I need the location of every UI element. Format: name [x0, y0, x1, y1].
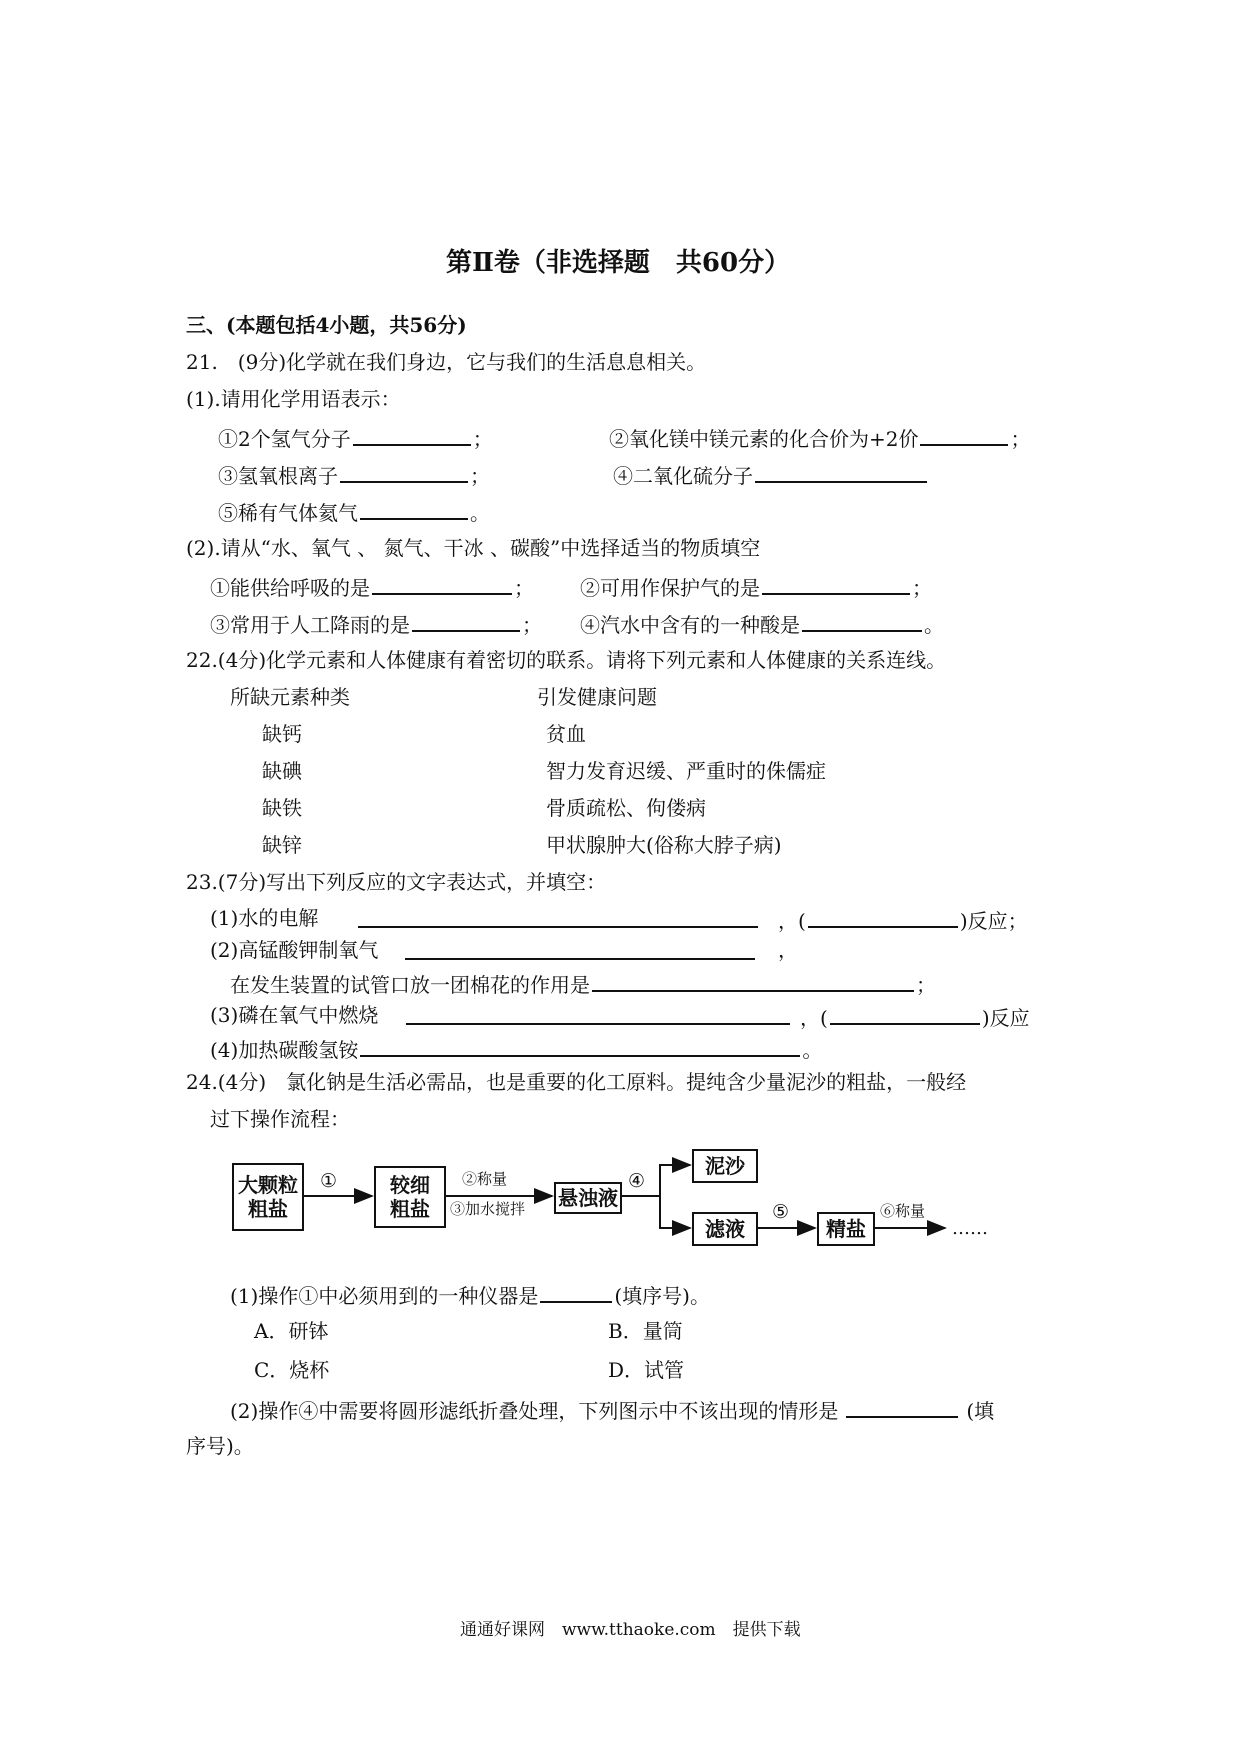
q21-stem: 21. (9分)化学就在我们身边，它与我们的生活息息相关。 — [186, 350, 707, 374]
flow-box-fine-salt: 较细 粗盐 — [374, 1166, 446, 1228]
q21-s1-3: ③氢氧根离子 ； — [218, 464, 490, 488]
q23-r2-label: (2)高锰酸钾制氧气 — [210, 938, 379, 962]
q22-right-item[interactable]: 贫血 — [546, 722, 586, 746]
flow-step-5: ⑤ — [772, 1201, 790, 1223]
q21-sub1-title: (1).请用化学用语表示： — [186, 387, 401, 411]
answer-blank[interactable] — [846, 1398, 958, 1418]
flow-step-6: ⑥称量 — [880, 1202, 926, 1220]
flow-box-suspension: 悬浊液 — [554, 1182, 622, 1214]
q23-r2-note: 在发生装置的试管口放一团棉花的作用是 ； — [230, 973, 936, 997]
flow-step-1: ① — [320, 1170, 338, 1192]
q23-r4: (4)加热碳酸氢铵 。 — [210, 1038, 823, 1062]
flow-box-filtrate: 滤液 — [692, 1212, 758, 1246]
q22-left-header: 所缺元素种类 — [230, 685, 350, 709]
q22-left-item[interactable]: 缺钙 — [262, 722, 302, 746]
flow-box-coarse-salt: 大颗粒 粗盐 — [232, 1163, 304, 1231]
answer-blank[interactable] — [540, 1283, 612, 1303]
flow-step-4: ④ — [628, 1170, 646, 1192]
flow-box-sediment: 泥沙 — [692, 1149, 758, 1183]
q22-right-header: 引发健康问题 — [537, 685, 657, 709]
q22-right-item[interactable]: 甲状腺肿大(俗称大脖子病) — [546, 833, 782, 857]
q22-left-item[interactable]: 缺锌 — [262, 833, 302, 857]
q24-stem-line1: 24.(4分) 氯化钠是生活必需品，也是重要的化工原料。提纯含少量泥沙的粗盐，一般经 — [186, 1070, 967, 1094]
q23-r1-label: (1)水的电解 — [210, 906, 319, 930]
flow-ellipsis: …… — [952, 1218, 988, 1239]
section-title: 第Ⅱ卷（非选择题 共60分） — [446, 248, 791, 278]
q21-s1-2: ②氧化镁中镁元素的化合价为+2价 ； — [609, 427, 1031, 451]
flow-step-2: ②称量 — [462, 1170, 508, 1188]
q24-option-a[interactable]: A．研钵 — [254, 1319, 329, 1343]
q23-r2-comma: ， — [778, 938, 798, 962]
q24-option-b[interactable]: B．量筒 — [608, 1319, 683, 1343]
q21-s2-1: ①能供给呼吸的是 ； — [210, 576, 534, 600]
q21-s1-4: ④二氧化硫分子 — [613, 463, 929, 486]
q24-q2-line1: (2)操作④中需要将圆形滤纸折叠处理，下列图示中不该出现的情形是 (填 — [230, 1399, 995, 1423]
flow-box-refined-salt: 精盐 — [817, 1212, 875, 1246]
part-heading: 三、(本题包括4小题，共56分) — [186, 313, 467, 337]
q24-q1: (1)操作①中必须用到的一种仪器是 (填序号)。 — [230, 1284, 710, 1308]
q21-s1-1: ①2个氢气分子 ； — [218, 427, 493, 451]
flow-step-3: ③加水搅拌 — [450, 1200, 526, 1218]
q22-right-item[interactable]: 骨质疏松、佝偻病 — [546, 796, 706, 820]
q21-sub2-title: (2).请从“水、氧气 、 氮气、干冰 、碳酸”中选择适当的物质填空 — [186, 536, 761, 560]
q22-left-item[interactable]: 缺碘 — [262, 759, 302, 783]
q23-r1-tail: ，( )反应； — [778, 909, 1028, 933]
q23-r3-label: (3)磷在氧气中燃烧 — [210, 1003, 379, 1027]
q24-q2-line2: 序号)。 — [186, 1434, 254, 1458]
q22-right-item[interactable]: 智力发育迟缓、严重时的侏儒症 — [546, 759, 826, 783]
q23-stem: 23.(7分)写出下列反应的文字表达式，并填空： — [186, 870, 607, 894]
q21-s2-4: ④汽水中含有的一种酸是 。 — [580, 613, 944, 637]
page-footer: 通通好课网 www.tthaoke.com 提供下载 — [460, 1620, 801, 1640]
q24-option-c[interactable]: C．烧杯 — [254, 1358, 330, 1382]
q24-stem-line2: 过下操作流程： — [210, 1107, 350, 1131]
q21-s2-2: ②可用作保护气的是 ； — [580, 576, 932, 600]
q23-r3-tail: ，( )反应 — [800, 1006, 1030, 1030]
q21-s1-5: ⑤稀有气体氦气 。 — [218, 501, 490, 525]
q24-option-d[interactable]: D．试管 — [608, 1358, 685, 1382]
q21-s2-3: ③常用于人工降雨的是 ； — [210, 613, 542, 637]
q22-stem: 22.(4分)化学元素和人体健康有着密切的联系。请将下列元素和人体健康的关系连线。 — [186, 648, 947, 672]
q22-left-item[interactable]: 缺铁 — [262, 796, 302, 820]
